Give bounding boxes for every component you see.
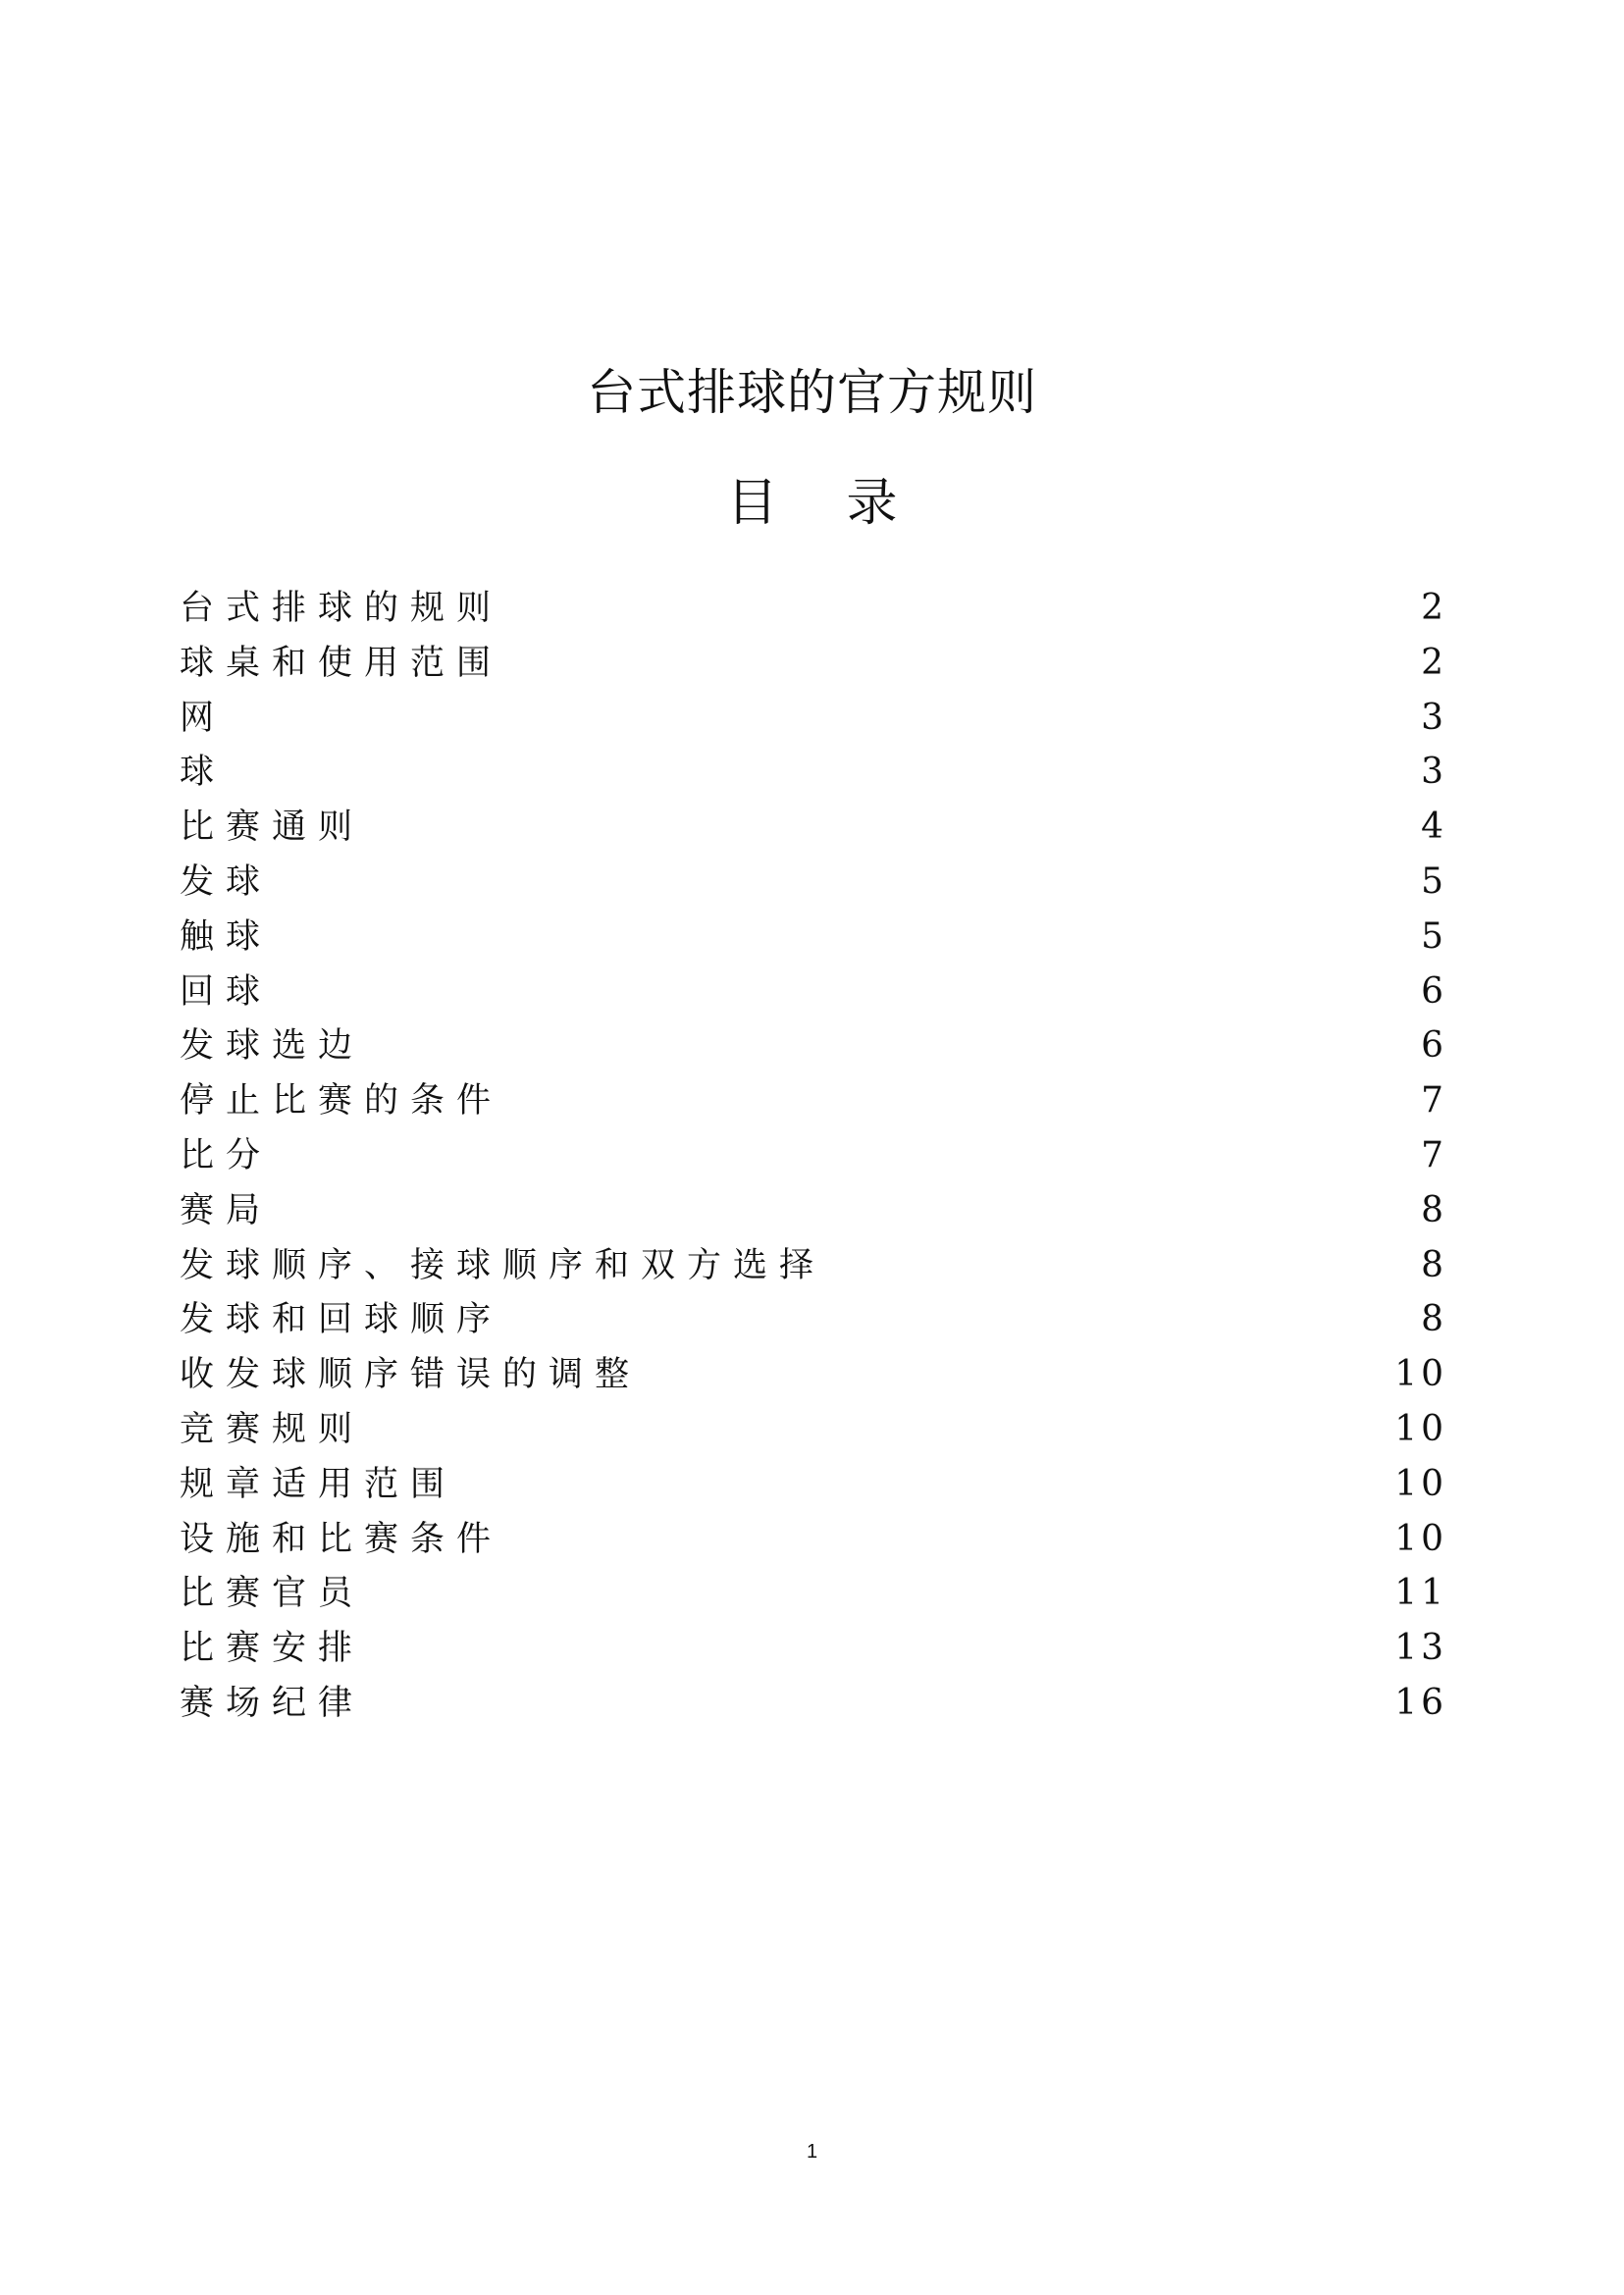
- toc-entry-label: 赛局: [180, 1190, 273, 1230]
- toc-entry-label: 设施和比赛条件: [180, 1519, 503, 1559]
- toc-entry-page: 6: [1421, 1025, 1447, 1067]
- toc-entry[interactable]: [180, 1621, 1447, 1676]
- toc-entry-label: 竞赛规则: [180, 1409, 365, 1449]
- toc-entry[interactable]: [180, 1292, 1447, 1347]
- toc-entry-label: 触球: [180, 916, 273, 957]
- toc-entry-page: 2: [1421, 588, 1447, 628]
- toc-entry-page: 8: [1421, 1299, 1447, 1340]
- toc-entry-label: 球桌和使用范围: [180, 643, 503, 683]
- toc-entry-page: 8: [1421, 1244, 1447, 1285]
- toc-entry[interactable]: [180, 1566, 1447, 1621]
- toc-entry[interactable]: [180, 581, 1447, 636]
- toc-entry-page: 5: [1421, 915, 1447, 957]
- toc-entry[interactable]: [180, 691, 1447, 746]
- toc-heading: [0, 461, 1624, 535]
- toc-entry[interactable]: [180, 1128, 1447, 1183]
- toc-entry-label: 比赛安排: [180, 1629, 365, 1669]
- toc-entry[interactable]: [180, 855, 1447, 910]
- toc-entry[interactable]: [180, 1512, 1447, 1567]
- toc-entry[interactable]: [180, 1402, 1447, 1457]
- toc-entry[interactable]: [180, 1183, 1447, 1238]
- toc-entry[interactable]: [180, 636, 1447, 691]
- toc-entry-label: 比赛官员: [180, 1574, 365, 1614]
- toc-entry[interactable]: [180, 1018, 1447, 1073]
- toc-entry-label: 球: [180, 753, 227, 793]
- toc-entry-label: 发球选边: [180, 1026, 365, 1067]
- toc-entry-page: 5: [1421, 861, 1447, 902]
- toc-entry-page: 10: [1394, 1354, 1447, 1395]
- toc-entry-page: 11: [1394, 1573, 1447, 1614]
- toc-entry-page: 7: [1421, 1134, 1447, 1175]
- toc-entry-page: 2: [1421, 642, 1447, 683]
- toc-entry[interactable]: [180, 1238, 1447, 1293]
- toc-entry-page: 8: [1421, 1189, 1447, 1230]
- toc-entry[interactable]: [180, 1676, 1447, 1731]
- toc-entry-label: 网: [180, 698, 227, 738]
- toc-entry-page: 10: [1394, 1408, 1447, 1449]
- table-of-contents: [180, 581, 1447, 1731]
- page-number: 1: [806, 2141, 818, 2163]
- toc-entry[interactable]: [180, 800, 1447, 855]
- toc-entry-page: 3: [1421, 752, 1447, 793]
- toc-entry-page: 7: [1421, 1080, 1447, 1121]
- toc-entry-page: 10: [1394, 1518, 1447, 1559]
- toc-entry[interactable]: [180, 1457, 1447, 1512]
- toc-entry-page: 13: [1394, 1628, 1447, 1669]
- toc-entry-label: 收发球顺序错误的调整: [180, 1355, 642, 1395]
- toc-entry[interactable]: [180, 910, 1447, 965]
- toc-entry-label: 比赛通则: [180, 808, 365, 848]
- toc-entry[interactable]: [180, 965, 1447, 1019]
- toc-entry-page: 3: [1421, 697, 1447, 738]
- toc-entry-label: 赛场纪律: [180, 1683, 365, 1723]
- toc-entry[interactable]: [180, 1347, 1447, 1402]
- document-title: 台式排球的官方规则: [587, 364, 1037, 421]
- toc-entry-label: 发球顺序、接球顺序和双方选择: [180, 1245, 826, 1285]
- toc-entry-label: 比分: [180, 1135, 273, 1175]
- toc-entry-page: 16: [1394, 1682, 1447, 1723]
- toc-entry-page: 6: [1421, 970, 1447, 1012]
- toc-entry-label: 停止比赛的条件: [180, 1081, 503, 1121]
- toc-entry-label: 回球: [180, 971, 273, 1012]
- toc-heading-left: 目: [726, 474, 778, 533]
- toc-entry[interactable]: [180, 1073, 1447, 1128]
- toc-entry-label: 规章适用范围: [180, 1464, 457, 1504]
- toc-entry-label: 发球和回球顺序: [180, 1300, 503, 1340]
- toc-entry[interactable]: [180, 745, 1447, 800]
- toc-entry-page: 4: [1421, 807, 1447, 848]
- toc-entry-label: 发球: [180, 861, 273, 902]
- toc-entry-page: 10: [1394, 1463, 1447, 1504]
- toc-entry-label: 台式排球的规则: [180, 589, 503, 628]
- toc-heading-right: 录: [846, 474, 898, 533]
